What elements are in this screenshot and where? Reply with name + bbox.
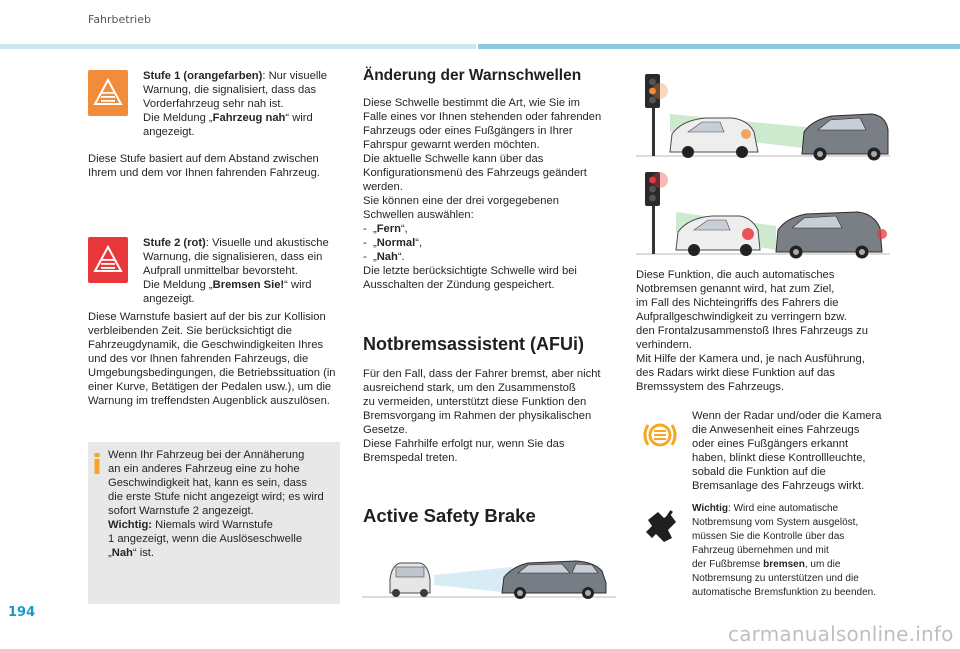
stage2-text: Warnung, die signalisieren, dass ein	[143, 251, 323, 263]
warning-brake-word: bremsen	[763, 559, 805, 570]
header-bar-left	[0, 44, 476, 49]
info-box	[88, 442, 340, 604]
stage1-msg: Die Meldung „	[143, 112, 213, 124]
stage1-title: Stufe 1 (orangefarben)	[143, 70, 263, 82]
warning-label: Wichtig	[692, 503, 729, 514]
stage1-block	[143, 69, 343, 139]
stage1-msg-bold: Fahrzeug nah	[212, 112, 286, 124]
illustration-stage1-traffic-light	[636, 70, 890, 162]
header-bar-right	[478, 44, 960, 49]
stage1-text: Warnung, die signalisiert, dass das	[143, 84, 317, 96]
stage1-msg: angezeigt.	[143, 126, 195, 138]
stage2-title: Stufe 2 (rot)	[143, 237, 206, 249]
info-icon	[94, 453, 100, 474]
stage2-text: : Visuelle und akustische	[205, 237, 329, 249]
afu-text: Für den Fall, dass der Fahrer bremst, aber nicht ausreichend stark, um den Zusammenstoß zu vermeiden, unterstützt diese Funktion den Bremsvorgang im Rahmen der physikalischen Gesetze. Diese Fahrhilfe erfolgt nur, wenn Sie das Bremspedal treten.	[363, 368, 601, 464]
stage1-text: : Nur visuelle	[262, 70, 328, 82]
stage2-msg: “ wird	[284, 279, 312, 291]
stage1-explanation: Diese Stufe basiert auf dem Abstand zwischen Ihrem und dem vor Ihnen fahrenden Fahrzeug.	[88, 153, 320, 179]
thresholds-heading: Änderung der Warnschwellen	[363, 67, 582, 84]
hand-warning-icon	[642, 508, 682, 544]
watermark: carmanualsonline.info	[728, 622, 954, 646]
stage2-msg: Die Meldung „	[143, 279, 213, 291]
section-title: Fahrbetrieb	[88, 13, 151, 26]
afu-heading: Notbremsassistent (AFUi)	[363, 334, 585, 354]
brake-assist-lamp-icon	[640, 417, 680, 453]
page-number: 194	[8, 605, 36, 620]
info-important-label: Wichtig:	[108, 519, 153, 531]
threshold-option-far: - „Fern“,	[363, 223, 408, 235]
illustration-stage2-traffic-light	[636, 168, 890, 260]
stage2-block	[143, 236, 343, 306]
info-text: Wenn Ihr Fahrzeug bei der Annäherung an ein anderes Fahrzeug eine zu hohe Geschwindigkeit hat, kann es sein, dass die erste Stufe nicht angezeigt wird; es wird sofort Warnstufe 2 angezeigt. Wichtig: Niemals wird Warnstufe 1 angezeigt, wenn die Auslöseschwelle „Nah“ ist.	[108, 449, 324, 559]
stage2-msg-bold: Bremsen Sie!	[212, 279, 285, 291]
warning-text: Wichtig: Wird eine automatische Notbremsung vom System ausgelöst, müssen Sie die Kontrolle über das Fahrzeug übernehmen und mit der Fußbremse bremsen, um die Notbremsung zu unterstützen und die automatische Bremsfunktion zu beenden.	[692, 503, 876, 598]
threshold-option-near: - „Nah“.	[363, 251, 405, 263]
stage2-text: Aufprall unmittelbar bevorsteht.	[143, 265, 298, 277]
illustration-asb-cars	[362, 553, 616, 603]
asb-heading: Active Safety Brake	[363, 505, 536, 526]
collision-alert-icon	[88, 237, 128, 283]
aeb-text: Diese Funktion, die auch automatisches Notbremsen genannt wird, hat zum Ziel, im Fall des Nichteingriffs des Fahrers die Aufprallgeschwindigkeit zu verringern bzw. den Frontalzusammenstoß Ihres Fahrzeugs zu verhindern. Mit Hilfe der Kamera und, je nach Ausführung, des Radars wirkt diese Funktion auf das Bremssystem des Fahrzeugs.	[636, 269, 868, 393]
stage2-explanation: Diese Warnstufe basiert auf der bis zur Kollision verbleibenden Zeit. Sie berücksichtigt die Fahrzeugdynamik, die Geschwindigkeiten Ihres und des vor Ihnen fahrenden Fahrzeugs, die Umgebungsbedingungen, die Betriebssituation (in einer Kurve, Betätigen der Pedalen usw.), um die Warnung im treffendsten Augenblick auszulösen.	[88, 311, 336, 407]
stage1-msg: “ wird	[285, 112, 313, 124]
collision-warning-icon	[88, 70, 128, 116]
stage2-msg: angezeigt.	[143, 293, 195, 305]
threshold-option-normal: - „Normal“,	[363, 237, 423, 249]
stage1-text: Vorderfahrzeug sehr nah ist.	[143, 98, 284, 110]
lamp-text: Wenn der Radar und/oder die Kamera die Anwesenheit eines Fahrzeugs oder eines Fußgängers erkannt haben, blinkt diese Kontrollleuchte, sobald die Funktion auf die Bremsanlage des Fahrzeugs wirkt.	[692, 410, 882, 492]
info-nah-label: Nah	[111, 547, 133, 559]
thresholds-text: Diese Schwelle bestimmt die Art, wie Sie im Falle eines vor Ihnen stehenden oder fahrenden Fahrzeugs oder eines Fußgängers in Ihrer Fahrspur gewarnt werden möchten. Die aktuelle Schwelle kann über das Konfigurationsmenü des Fahrzeugs geändert werden. Sie können eine der drei vorgegebenen Schwellen auswählen: - „Fern“, - „Normal“, - „Nah“. Die letzte berücksichtigte Schwelle wird bei Ausschalten der Zündung gespeichert.	[363, 96, 613, 292]
